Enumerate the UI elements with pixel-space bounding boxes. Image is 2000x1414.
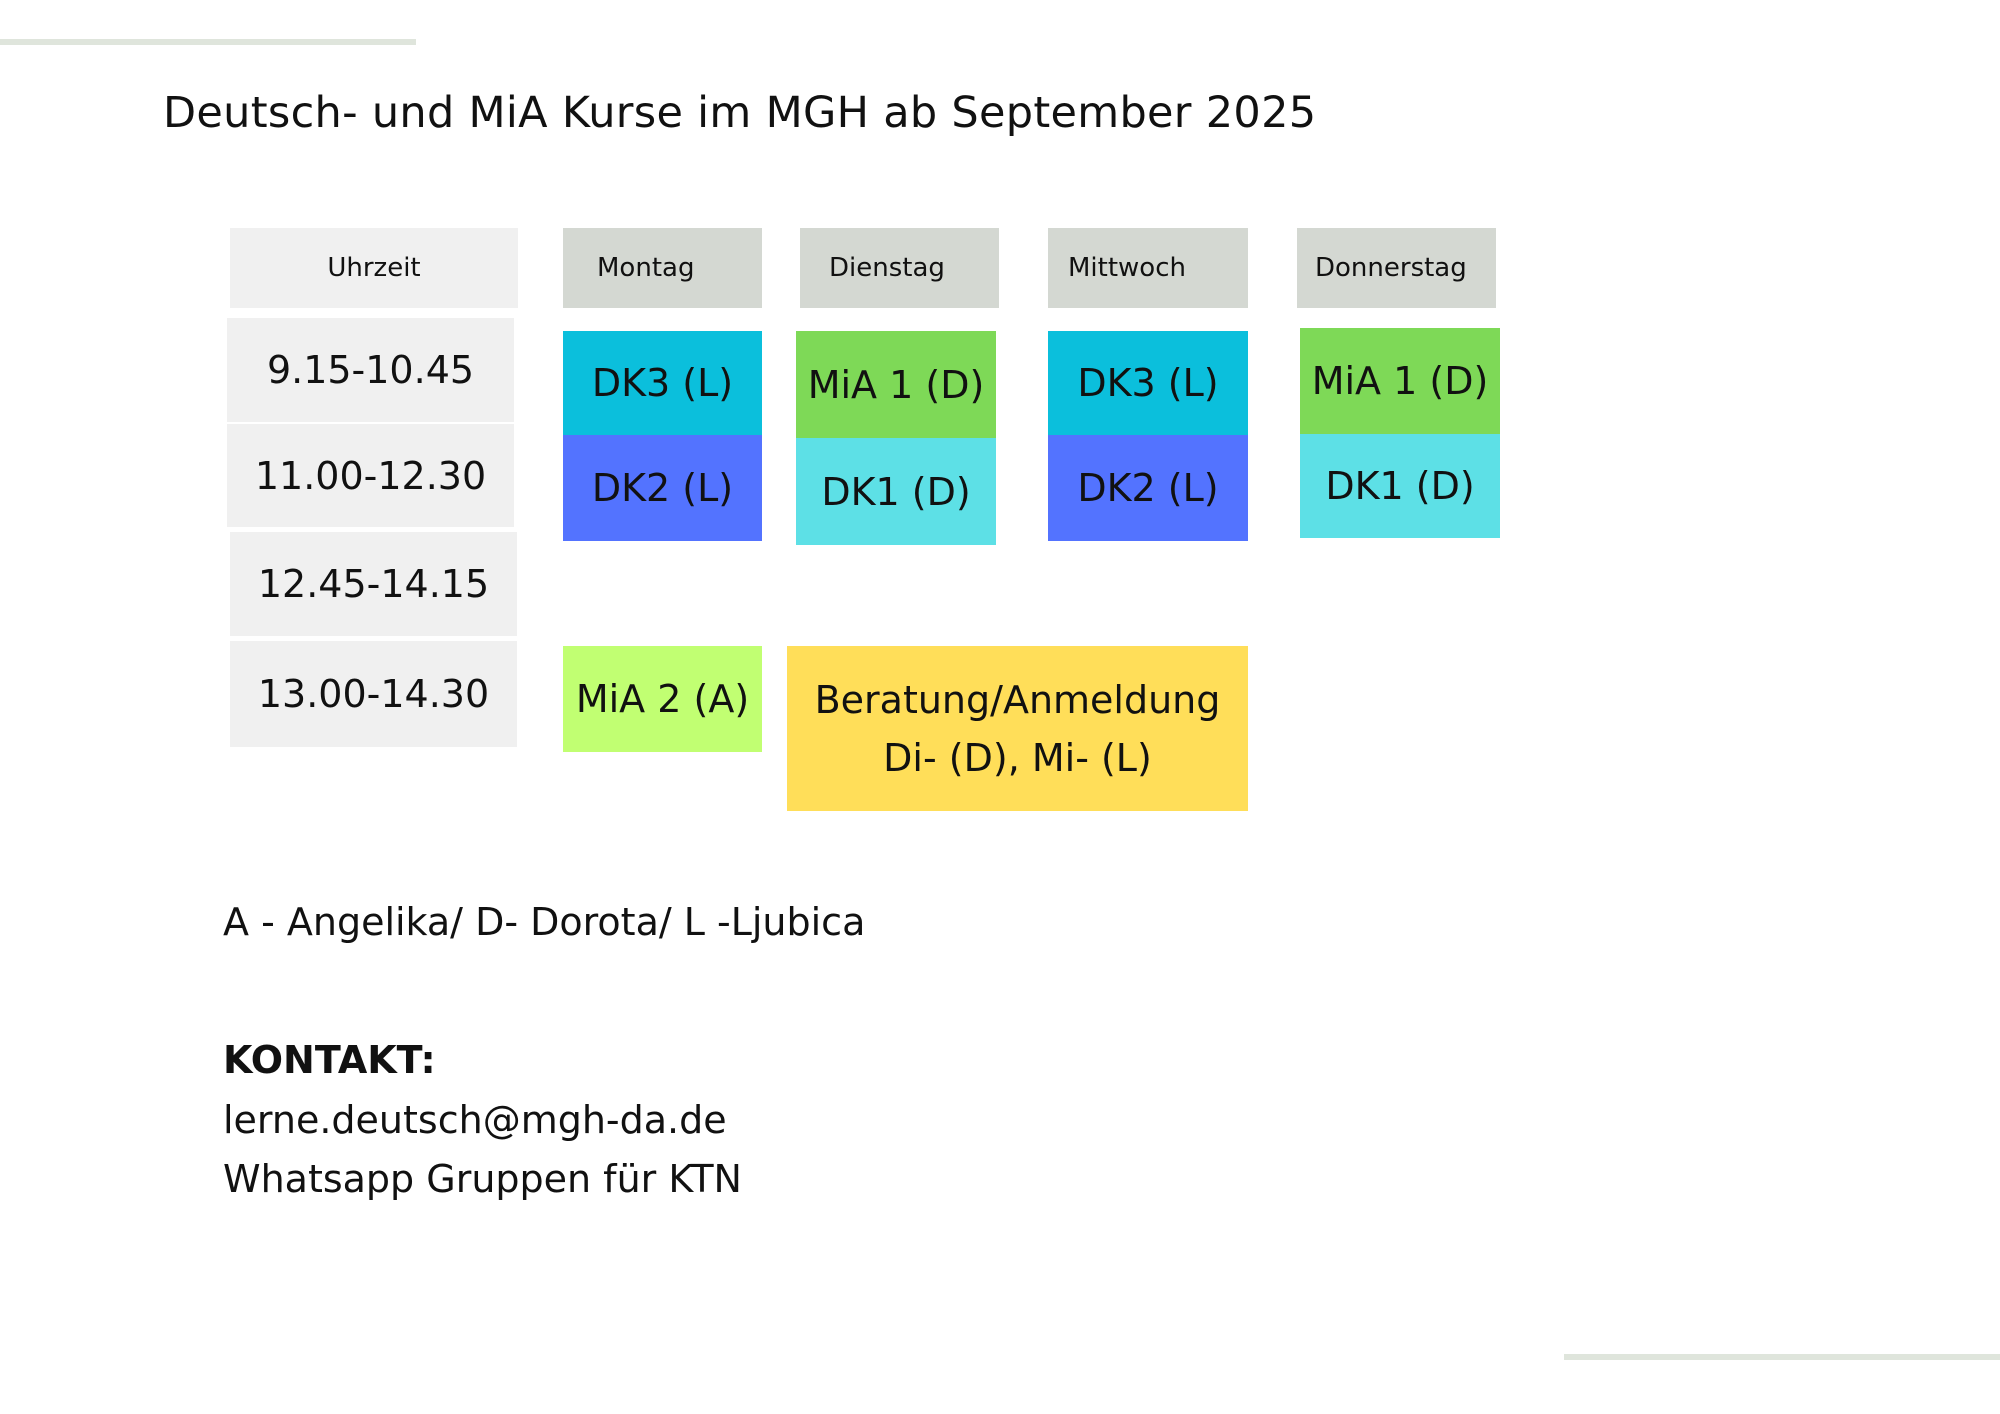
beratung-line-2: Di- (D), Mi- (L) (883, 735, 1152, 780)
header-dienstag: Dienstag (800, 228, 999, 308)
course-mittwoch-slot-2: DK2 (L) (1048, 435, 1248, 541)
course-donnerstag-slot-1: MiA 1 (D) (1300, 328, 1500, 434)
course-mittwoch-slot-1: DK3 (L) (1048, 331, 1248, 435)
time-slot-2: 11.00-12.30 (227, 424, 514, 527)
contact-whatsapp: Whatsapp Gruppen für KTN (223, 1157, 742, 1201)
header-montag: Montag (563, 228, 762, 308)
time-slot-1: 9.15-10.45 (227, 318, 514, 422)
time-slot-3: 12.45-14.15 (230, 532, 517, 636)
beratung-line-1: Beratung/Anmeldung (814, 677, 1221, 722)
header-mittwoch: Mittwoch (1048, 228, 1248, 308)
contact-email: lerne.deutsch@mgh-da.de (223, 1098, 727, 1142)
time-slot-4: 13.00-14.30 (230, 641, 517, 747)
beratung-anmeldung-block (787, 646, 1248, 811)
course-dienstag-slot-1: MiA 1 (D) (796, 331, 996, 438)
course-dienstag-slot-2: DK1 (D) (796, 438, 996, 545)
decorative-line-top (0, 39, 416, 45)
header-uhrzeit: Uhrzeit (230, 228, 518, 308)
course-donnerstag-slot-2: DK1 (D) (1300, 434, 1500, 538)
decorative-line-bottom (1564, 1354, 2000, 1360)
course-montag-slot-2: DK2 (L) (563, 435, 762, 541)
page-title: Deutsch- und MiA Kurse im MGH ab September 2025 (163, 88, 1317, 138)
course-montag-slot-1: DK3 (L) (563, 331, 762, 435)
header-donnerstag: Donnerstag (1297, 228, 1496, 308)
course-montag-slot-4: MiA 2 (A) (563, 646, 762, 752)
teacher-legend: A - Angelika/ D- Dorota/ L -Ljubica (223, 900, 866, 944)
kontakt-heading: KONTAKT: (223, 1038, 436, 1082)
